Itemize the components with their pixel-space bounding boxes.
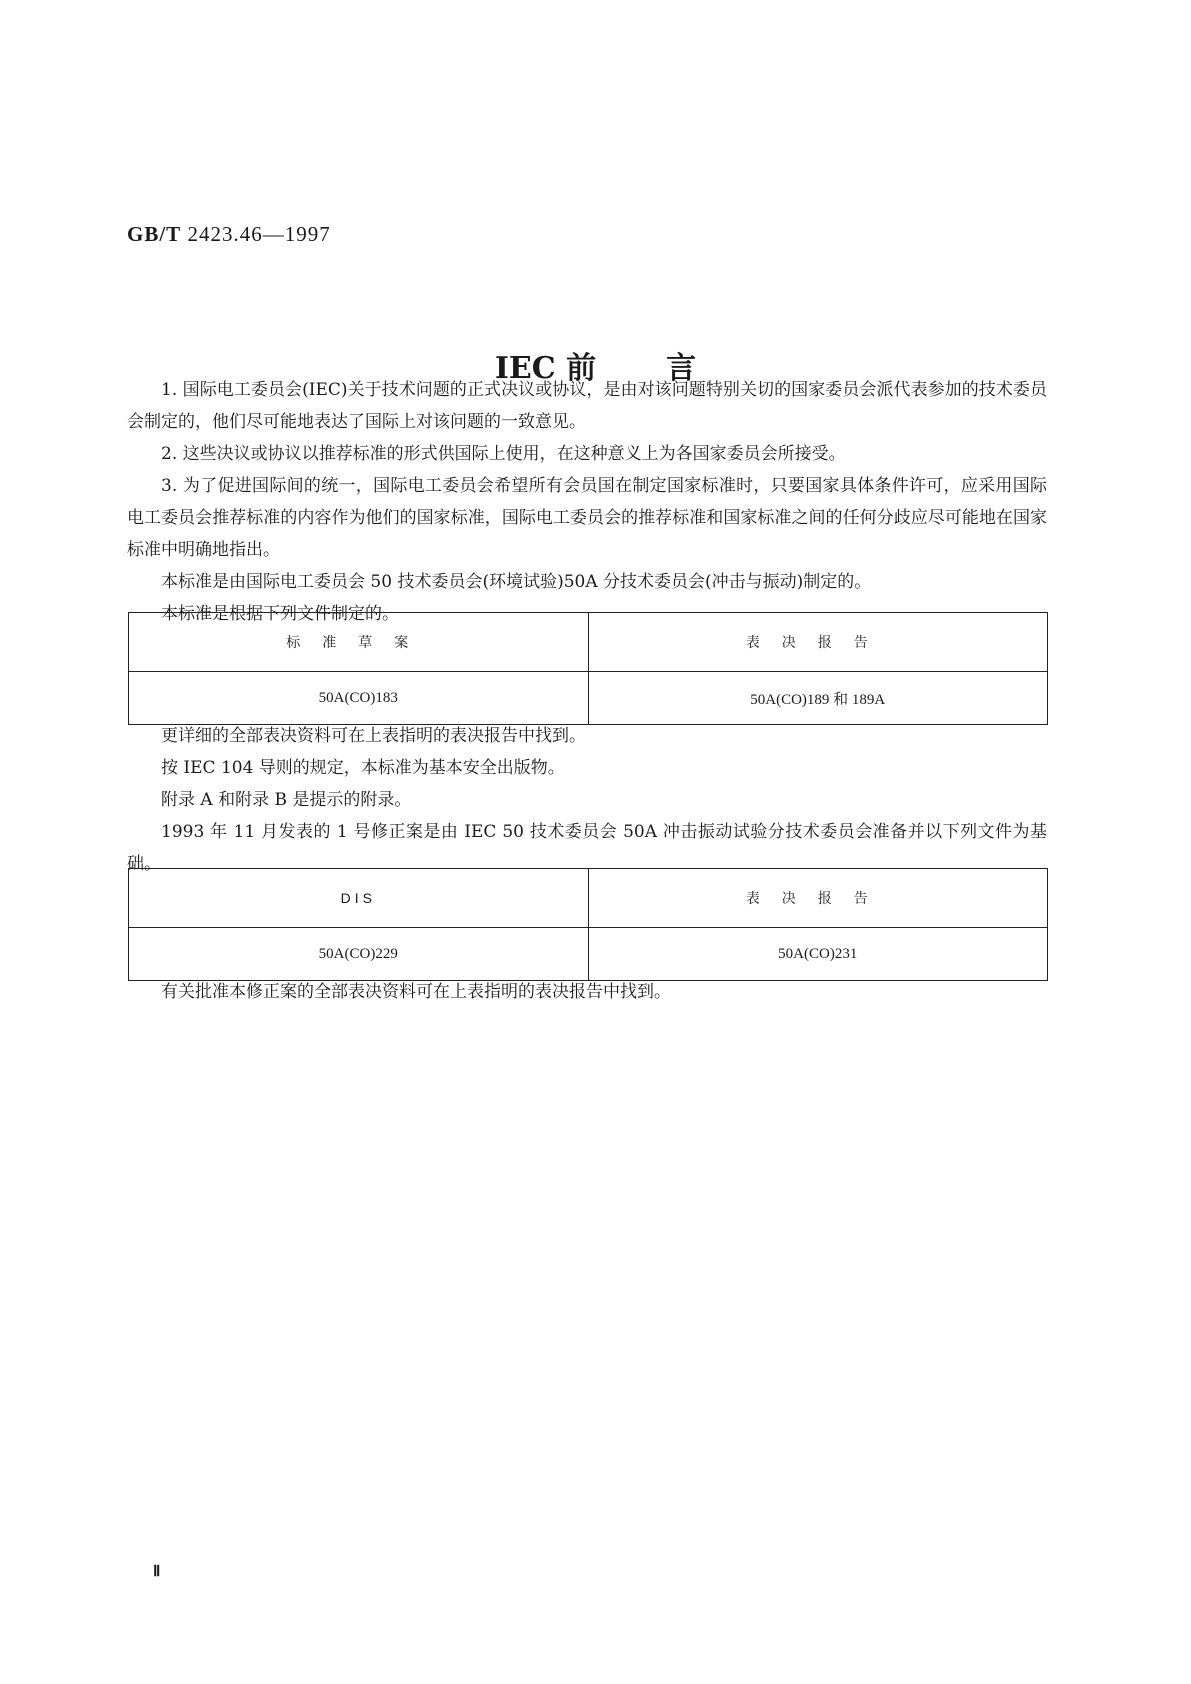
- paragraph: 按 IEC 104 导则的规定，本标准为基本安全出版物。: [161, 758, 565, 778]
- paragraph: 1993 年 11 月发表的 1 号修正案是由 IEC 50 技术委员会 50A 冲击振动试验分技术委员会准备并以下列文件为基础。: [127, 822, 1047, 874]
- paragraph: 本标准是由国际电工委员会 50 技术委员会(环境试验)50A 分技术委员会(冲击与振动)制定的。: [161, 572, 872, 592]
- paragraph: 有关批准本修正案的全部表决资料可在上表指明的表决报告中找到。: [161, 982, 671, 1002]
- foreword-section-1: [127, 374, 1047, 630]
- paragraph: 本标准是根据下列文件制定的。: [161, 604, 399, 624]
- table-header-cell: 表决报告: [588, 613, 1048, 672]
- table-header-row: [129, 869, 1048, 928]
- table-header-cell: 表决报告: [588, 869, 1048, 928]
- table-row: [129, 928, 1048, 981]
- title-part2: 言: [666, 351, 697, 386]
- documents-table-2: [128, 868, 1048, 981]
- table-header-cell: 标准草案: [129, 613, 589, 672]
- table-cell: 50A(CO)229: [129, 928, 589, 981]
- table-cell: 50A(CO)189 和 189A: [588, 672, 1048, 725]
- paragraph: 3. 为了促进国际间的统一，国际电工委员会希望所有会员国在制定国家标准时，只要国家具体条件许可，应采用国际电工委员会推荐标准的内容作为他们的国家标准，国际电工委员会的推荐标准和国家标准之间的任何分歧应尽可能地在国家标准中明确地指出。: [127, 476, 1047, 560]
- documents-table-1: [128, 612, 1048, 725]
- standard-code-number: 2423.46—1997: [187, 222, 331, 246]
- standard-code: [127, 222, 331, 247]
- table-cell: 50A(CO)231: [588, 928, 1048, 981]
- table-cell: 50A(CO)183: [129, 672, 589, 725]
- table-row: [129, 672, 1048, 725]
- table-header-row: [129, 613, 1048, 672]
- table-header-cell: DIS: [129, 869, 589, 928]
- standard-code-prefix: GB/T: [127, 222, 182, 246]
- paragraph: 更详细的全部表决资料可在上表指明的表决报告中找到。: [161, 726, 586, 746]
- foreword-section-3: [127, 976, 1047, 1008]
- paragraph: 1. 国际电工委员会(IEC)关于技术问题的正式决议或协议，是由对该问题特别关切的国家委员会派代表参加的技术委员会制定的，他们尽可能地表达了国际上对该问题的一致意见。: [127, 380, 1047, 432]
- paragraph: 2. 这些决议或协议以推荐标准的形式供国际上使用，在这种意义上为各国家委员会所接受。: [161, 444, 846, 464]
- page-number: Ⅱ: [153, 1564, 161, 1580]
- paragraph: 附录 A 和附录 B 是提示的附录。: [161, 790, 412, 810]
- title-part1: IEC 前: [494, 351, 597, 386]
- foreword-section-2: [127, 720, 1047, 880]
